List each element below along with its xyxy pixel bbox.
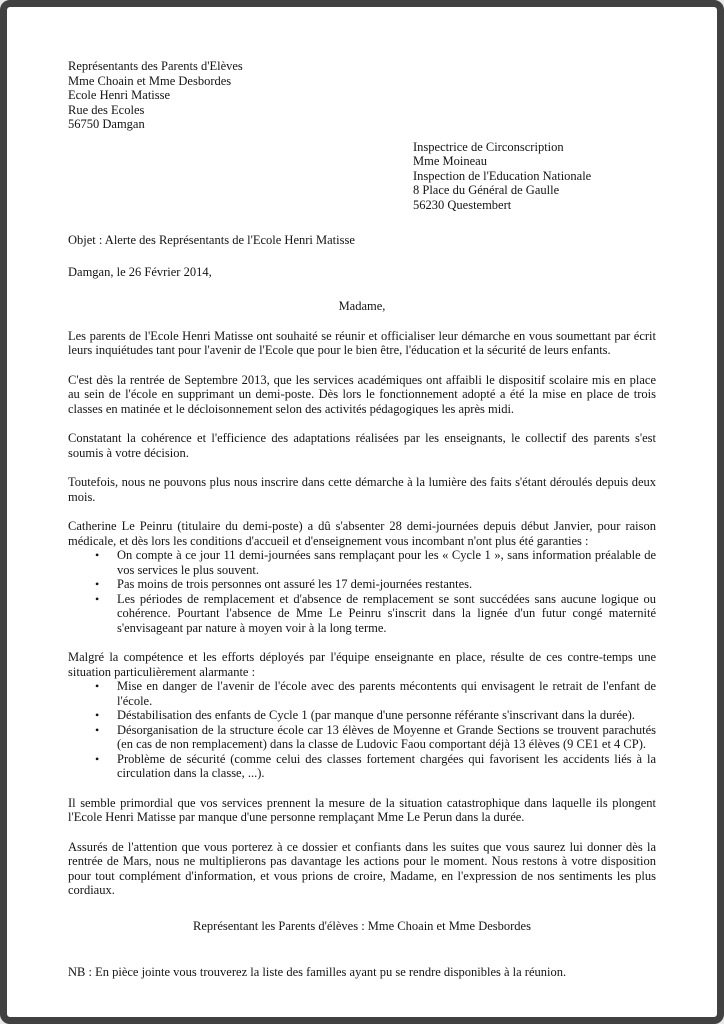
bullet-list-situation	[68, 679, 656, 781]
bullet-item: • Déstabilisation des enfants de Cycle 1 (par manque d'une personne référante s'inscrivant dans la durée).	[95, 708, 656, 723]
recipient-line: Mme Moineau	[413, 154, 487, 168]
paragraph-constatant: Constatant la cohérence et l'efficience des adaptations réalisées par les enseignants, le collectif des parents s'est soumis à votre décision.	[68, 431, 656, 460]
bullet-item: • Pas moins de trois personnes ont assuré les 17 demi-journées restantes.	[95, 577, 656, 592]
recipient-line: 56230 Questembert	[413, 197, 512, 212]
sender-line: Mme Choain et Mme Desbordes	[68, 73, 232, 88]
recipient-block	[413, 140, 656, 213]
signature-line: Représentant les Parents d'élèves : Mme Choain et Mme Desbordes	[193, 918, 531, 933]
bullet-list-absences	[68, 548, 656, 635]
bullet-item: • On compte à ce jour 11 demi-journées sans remplaçant pour les « Cycle 1 », sans information préalable de vos services le plus souvent.	[95, 548, 656, 577]
nb-line: NB : En pièce jointe vous trouverez la liste des familles ayant pu se rendre disponibles à la réunion.	[68, 965, 567, 979]
sender-line: Rue des Ecoles	[68, 102, 145, 117]
letter-content	[7, 7, 717, 980]
recipient-line: Inspection de l'Education Nationale	[413, 168, 592, 183]
bullet-item: • Désorganisation de la structure école car 13 élèves de Moyenne et Grande Sections se trouvent parachutés (en cas de non remplacement) dans la classe de Ludovic Faou comportant déjà 13 élèves (9 CE1 et 4 CP).	[95, 723, 656, 752]
bullet-item: • Mise en danger de l'avenir de l'école avec des parents mécontents qui envisagent le retrait de l'enfant de l'école.	[95, 679, 656, 708]
sender-line: 56750 Damgan	[68, 117, 145, 131]
recipient-line: 8 Place du Général de Gaulle	[413, 183, 560, 197]
paragraph-rentree-2013: C'est dès la rentrée de Septembre 2013, que les services académiques ont affaibli le dispositif scolaire mis en place au sein de l'école en supprimant un demi-poste. Dès lors le fonctionnement adopté a été la mise en place de trois classes en matinée et le décloisonnement selon des activités pédagogiques les après midi.	[68, 372, 656, 416]
paragraph-intentions: Les parents de l'Ecole Henri Matisse ont souhaité se réunir et officialiser leur démarche en vous soumettant par écrit leurs inquiétudes tant pour l'avenir de l'Ecole que pour le bien être, l'éducation et la sécurité de leurs enfants.	[68, 328, 656, 357]
sender-line: Représentants des Parents d'Elèves	[68, 59, 243, 73]
paragraph-toutefois: Toutefois, nous ne pouvons plus nous inscrire dans cette démarche à la lumière des faits s'étant déroulés depuis deux mois.	[68, 475, 656, 504]
subject-line: Objet : Alerte des Représentants de l'Ecole Henri Matisse	[68, 233, 355, 247]
paragraph-absences-intro: Catherine Le Peinru (titulaire du demi-poste) a dû s'absenter 28 demi-journées depuis début Janvier, pour raison médicale, et dès lors les conditions d'accueil et d'enseignement vous incombant n'ont plus été garanties :	[68, 519, 656, 548]
salutation: Madame,	[338, 299, 386, 313]
paragraph-closing: Assurés de l'attention que vous porterez à ce dossier et confiants dans les suites que vous saurez lui donner dès la rentrée de Mars, nous ne multiplierons pas davantage les actions pour le moment. Nous restons à votre disposition pour tout complément d'information, et vous prions de croire, Madame, en l'expression de nos sentiments les plus cordiaux.	[68, 839, 656, 897]
bullet-item: • Problème de sécurité (comme celui des classes fortement chargées qui favorisent les accidents liés à la circulation dans la classe, ...).	[95, 752, 656, 781]
sender-line: Ecole Henri Matisse	[68, 88, 171, 102]
paragraph-situation-intro: Malgré la compétence et les efforts déployés par l'équipe enseignante en place, résulte de ces contre-temps une situation particulièrement alarmante :	[68, 650, 656, 679]
bullet-item: • Les périodes de remplacement et d'absence de remplacement se sont succédées sans aucune logique ou cohérence. Pourtant l'absence de Mme Le Peinru s'inscrit dans la lignée d'un futur congé maternité s'envisageant par nature à moyen voir à la long terme.	[95, 592, 656, 636]
sender-block	[68, 59, 656, 132]
recipient-line: Inspectrice de Circonscription	[413, 139, 564, 154]
paragraph-primordial: Il semble primordial que vos services prennent la mesure de la situation catastrophique dans laquelle ils plongent l'Ecole Henri Matisse par manque d'une personne remplaçant Mme Le Perun dans la durée.	[68, 795, 656, 824]
date-line: Damgan, le 26 Février 2014,	[68, 264, 212, 279]
